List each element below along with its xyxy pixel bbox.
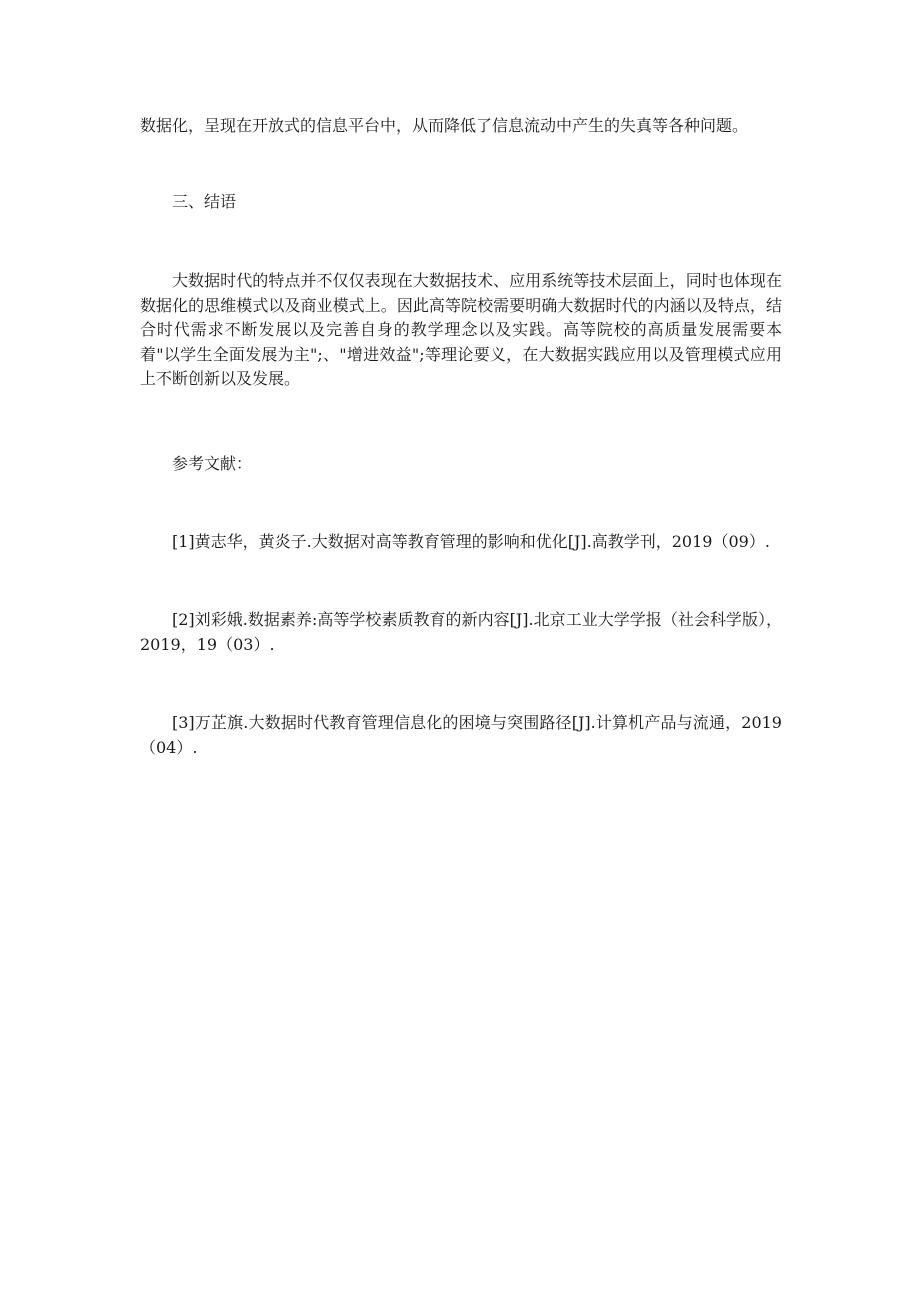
references-heading: 参考文献： <box>172 454 253 473</box>
section-heading: 三、结语 <box>172 192 237 211</box>
reference-item-2: [2]刘彩娥.数据素养:高等学校素质教育的新内容[J].北京工业大学学报（社会科学版），2019，19（03）. <box>140 610 782 654</box>
continuation-paragraph: 数据化，呈现在开放式的信息平台中，从而降低了信息流动中产生的失真等各种问题。 <box>140 116 749 135</box>
conclusion-paragraph: 大数据时代的特点并不仅仅表现在大数据技术、应用系统等技术层面上，同时也体现在数据化的思维模式以及商业模式上。因此高等院校需要明确大数据时代的内涵以及特点，结合时代需求不断发展以及完善自身的教学理念以及实践。高等院校的高质量发展需要本着"以学生全面发展为主";、"增进效益";等理论要义，在大数据实践应用以及管理模式应用上不断创新以及发展。 <box>140 271 782 389</box>
reference-item-1: [1]黄志华，黄炎子.大数据对高等教育管理的影响和优化[J].高教学刊，2019（09）. <box>172 532 770 551</box>
reference-item-3: [3]万芷旗.大数据时代教育管理信息化的困境与突围路径[J].计算机产品与流通，2019（04）. <box>140 713 782 757</box>
